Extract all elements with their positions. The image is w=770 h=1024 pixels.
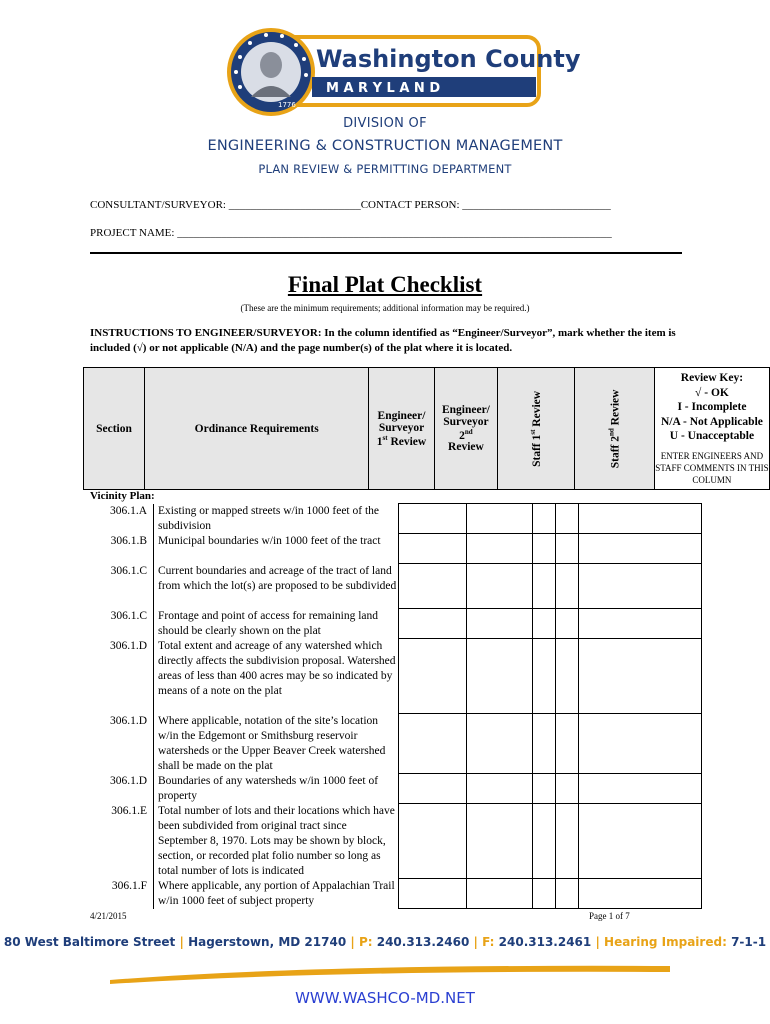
staff-1st-review-cell[interactable]	[533, 804, 556, 879]
staff-1st-review-cell[interactable]	[533, 774, 556, 804]
website-link[interactable]: WWW.WASHCO-MD.NET	[295, 989, 475, 1007]
staff-2nd-review-cell[interactable]	[556, 714, 579, 774]
washington-county-logo	[226, 27, 581, 117]
comments-cell[interactable]	[579, 564, 702, 609]
engineer-2nd-review-header: Engineer/ Surveyor 2nd Review	[434, 368, 498, 490]
staff-2nd-review-cell[interactable]	[556, 564, 579, 609]
row-requirement: Current boundaries and acreage of the tract of land from which the lot(s) are proposed to be subdivided	[154, 564, 399, 609]
row-requirement: Total extent and acreage of any watershed which directly affects the subdivision proposal. Watershed areas of less than 400 acres may be so indicated by means of a note on the plat	[154, 639, 399, 714]
comments-cell[interactable]	[579, 534, 702, 564]
engineer-1st-review-cell[interactable]	[399, 879, 467, 909]
comments-cell[interactable]	[579, 639, 702, 714]
engineer-2nd-review-cell[interactable]	[467, 804, 533, 879]
engineer-1st-review-cell[interactable]	[399, 564, 467, 609]
engineer-2nd-review-cell[interactable]	[467, 639, 533, 714]
row-section: 306.1.C	[110, 564, 147, 577]
staff-1st-review-header: Staff 1st Review	[498, 368, 575, 490]
logo-year: 1776	[278, 101, 296, 109]
engineer-2nd-review-cell[interactable]	[467, 714, 533, 774]
comments-cell[interactable]	[579, 774, 702, 804]
row-requirement: Municipal boundaries w/in 1000 feet of the tract	[154, 534, 399, 564]
revision-date: 4/21/2015	[90, 911, 127, 921]
row-section: 306.1.C	[110, 609, 147, 622]
comments-cell[interactable]	[579, 504, 702, 534]
row-section: 306.1.D	[109, 714, 147, 727]
engineer-2nd-review-cell[interactable]	[467, 534, 533, 564]
row-requirement: Frontage and point of access for remaining land should be clearly shown on the plat	[154, 609, 399, 639]
row-requirement: Where applicable, notation of the site’s location w/in the Edgemont or Smithsburg reservoir watersheds or the Upper Beaver Creek watershed shall be made on the plat	[154, 714, 399, 774]
staff-2nd-review-cell[interactable]	[556, 639, 579, 714]
logo-state: M A R Y L A N D	[326, 81, 441, 96]
comments-cell[interactable]	[579, 609, 702, 639]
page-number: Page 1 of 7	[589, 911, 630, 921]
table-row	[83, 714, 702, 774]
row-requirement: Total number of lots and their locations which have been subdivided from original tract since September 8, 1970. Lots may be shown by block, section, or recorded plat folio number so long as total number of lots is indicated	[154, 804, 399, 879]
row-section: 306.1.D	[109, 639, 147, 652]
staff-1st-review-cell[interactable]	[533, 879, 556, 909]
comments-cell[interactable]	[579, 714, 702, 774]
subdepartment-heading: PLAN REVIEW & PERMITTING DEPARTMENT	[258, 162, 512, 176]
staff-1st-review-cell[interactable]	[533, 609, 556, 639]
page-subtitle: (These are the minimum requirements; additional information may be required.)	[240, 303, 530, 313]
staff-1st-review-cell[interactable]	[533, 639, 556, 714]
row-section: 306.1.B	[110, 534, 147, 547]
page-title: Final Plat Checklist	[287, 272, 483, 297]
table-row	[83, 534, 702, 564]
table-row	[83, 639, 702, 714]
engineer-1st-review-cell[interactable]	[399, 609, 467, 639]
staff-1st-review-cell[interactable]	[533, 714, 556, 774]
table-row	[83, 504, 702, 534]
logo-county-name: Washington County	[316, 45, 581, 73]
staff-1st-review-cell[interactable]	[533, 564, 556, 609]
engineer-1st-review-cell[interactable]	[399, 639, 467, 714]
engineer-1st-review-cell[interactable]	[399, 774, 467, 804]
instructions: INSTRUCTIONS TO ENGINEER/SURVEYOR: In the column identified as “Engineer/Surveyor”, mark whether the item is included (√) or not applicable (N/A) and the page number(s) of the plat where it is located.	[90, 327, 676, 354]
engineer-1st-review-header: Engineer/ Surveyor 1st Review	[369, 368, 434, 490]
engineer-1st-review-cell[interactable]	[399, 714, 467, 774]
engineer-1st-review-cell[interactable]	[399, 504, 467, 534]
staff-2nd-review-cell[interactable]	[556, 774, 579, 804]
staff-1st-review-cell[interactable]	[533, 534, 556, 564]
row-section: 306.1.F	[111, 879, 147, 892]
staff-2nd-review-cell[interactable]	[556, 534, 579, 564]
table-row	[83, 774, 702, 804]
gold-swoosh	[110, 960, 670, 984]
section-header: Section	[84, 368, 145, 490]
checklist-table	[83, 503, 702, 909]
engineer-2nd-review-cell[interactable]	[467, 609, 533, 639]
staff-1st-review-cell[interactable]	[533, 504, 556, 534]
project-name-field[interactable]: PROJECT NAME: _______________________________________________________________________________	[90, 227, 612, 239]
ordinance-header: Ordinance Requirements	[144, 368, 368, 490]
engineer-1st-review-cell[interactable]	[399, 804, 467, 879]
consultant-contact-field[interactable]: CONSULTANT/SURVEYOR: ________________________CONTACT PERSON: ___________________________	[90, 199, 611, 211]
comments-cell[interactable]	[579, 804, 702, 879]
checklist-header	[83, 367, 770, 490]
staff-2nd-review-header: Staff 2nd Review	[575, 368, 655, 490]
table-row	[83, 609, 702, 639]
division-heading: DIVISION OF	[343, 116, 427, 131]
staff-2nd-review-cell[interactable]	[556, 804, 579, 879]
staff-2nd-review-cell[interactable]	[556, 504, 579, 534]
review-key-note: ENTER ENGINEERS AND STAFF COMMENTS IN THIS COLUMN	[655, 450, 769, 485]
staff-2nd-review-cell[interactable]	[556, 609, 579, 639]
table-row	[83, 879, 702, 909]
engineer-2nd-review-cell[interactable]	[467, 504, 533, 534]
engineer-2nd-review-cell[interactable]	[467, 564, 533, 609]
row-requirement: Existing or mapped streets w/in 1000 feet of the subdivision	[154, 504, 399, 534]
row-requirement: Boundaries of any watersheds w/in 1000 feet of property	[154, 774, 399, 804]
vicinity-plan-label: Vicinity Plan:	[90, 490, 155, 502]
row-section: 306.1.A	[109, 504, 147, 517]
table-row	[83, 804, 702, 879]
engineer-2nd-review-cell[interactable]	[467, 774, 533, 804]
row-section: 306.1.E	[111, 804, 147, 817]
header-divider	[90, 252, 682, 254]
table-row	[83, 564, 702, 609]
engineer-2nd-review-cell[interactable]	[467, 879, 533, 909]
staff-2nd-review-cell[interactable]	[556, 879, 579, 909]
review-key-header: Review Key: √ - OK I - Incomplete N/A - Not Applicable U - Unacceptable ENTER ENGINEERS AND STAFF COMMENTS IN THIS COLUMN	[654, 368, 769, 490]
row-section: 306.1.D	[109, 774, 147, 787]
contact-footer: 80 West Baltimore Street | Hagerstown, MD 21740 | P: 240.313.2460 | F: 240.313.2461 | Hearing Impaired: 7-1-1	[3, 935, 767, 949]
engineer-1st-review-cell[interactable]	[399, 534, 467, 564]
department-heading: ENGINEERING & CONSTRUCTION MANAGEMENT	[207, 138, 563, 154]
row-requirement: Where applicable, any portion of Appalachian Trail w/in 1000 feet of subject property	[154, 879, 399, 909]
comments-cell[interactable]	[579, 879, 702, 909]
